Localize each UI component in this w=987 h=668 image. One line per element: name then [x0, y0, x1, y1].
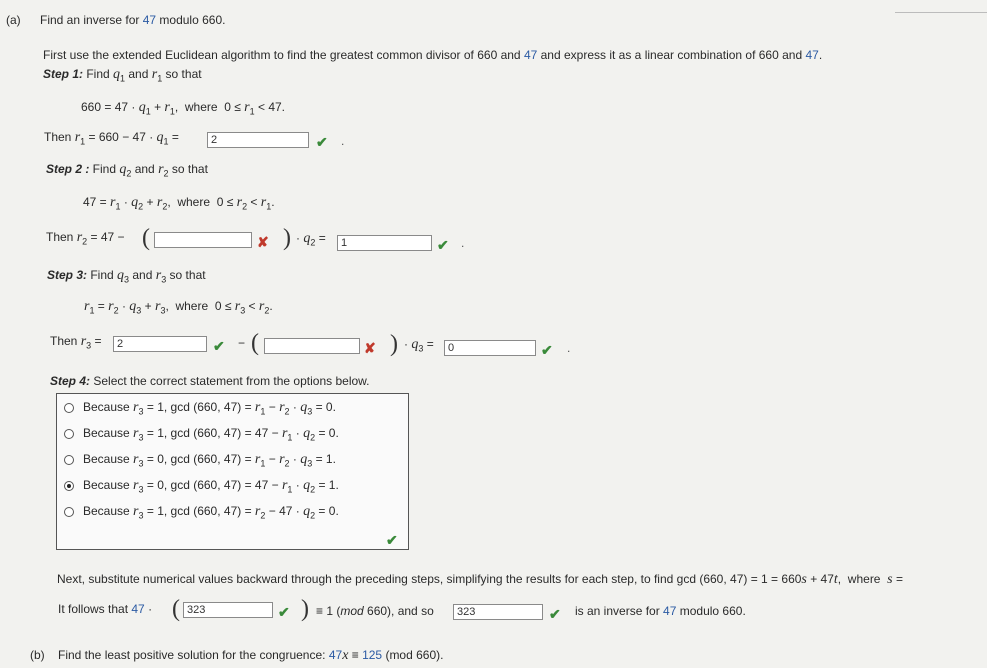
step1-r1-input[interactable]: 2: [207, 132, 309, 148]
radio-option-2[interactable]: [64, 429, 74, 439]
step3-r3-input[interactable]: 2: [113, 336, 207, 352]
part-a-label: (a): [6, 13, 21, 27]
radio-option-1[interactable]: [64, 403, 74, 413]
step2-then: Then $r_2 = 47$ −: [46, 230, 125, 247]
part-b-label: (b): [30, 648, 45, 662]
step2-equation: $47 = r_1 \cdot q_2 + r_2$, where $0 \le r_2 < r_1$.: [83, 195, 275, 212]
step3-equation: $r_1 = r_2 \cdot q_3 + r_3$, where $0 \le r_3 < r_2$.: [84, 299, 273, 316]
close-paren: ): [390, 331, 398, 357]
step1-heading: Step 1: Find $q_1$ and $r_1$ so that: [43, 67, 202, 84]
step2-times-q: · $q_2$ =: [296, 231, 326, 248]
divider-line: [895, 12, 987, 13]
period: .: [341, 134, 345, 148]
option-1-text[interactable]: Because $r_3 = 1$, gcd (660, $47) = r_1 - r_2 \cdot q_3 = 0$.: [83, 400, 336, 417]
intro-text: First use the extended Euclidean algorithm to find the greatest common divisor of 660 and 47 and express it as a linear combination of 660 and 47.: [43, 48, 823, 62]
option-5-text[interactable]: Because $r_3 = 1$, gcd (660, $47) = r_2 - 47 \cdot q_2 = 0$.: [83, 504, 339, 521]
step2-r2-input[interactable]: 1: [337, 235, 432, 251]
check-icon: ✔: [386, 532, 398, 548]
minus-sign: −: [238, 336, 246, 350]
next-text: Next, substitute numerical values backward through the preceding steps, simplifying the results for each step, to find gcd (660, 47) = 1 = 660s + 47t, where s =: [57, 572, 903, 587]
part-a-title: Find an inverse for 47 modulo 660.: [40, 13, 226, 27]
follows-prefix: It follows that 47 ·: [58, 602, 153, 616]
follows-input-1[interactable]: 323: [183, 602, 273, 618]
check-icon: ✔: [437, 237, 449, 253]
open-paren: (: [172, 596, 180, 622]
option-4-text[interactable]: Because $r_3 = 0$, gcd (660, $47) = 47 - r_1 \cdot q_2 = 1$.: [83, 478, 339, 495]
step3-blank-input[interactable]: [264, 338, 360, 354]
check-icon: ✔: [316, 134, 328, 150]
radio-option-4-selected[interactable]: [64, 481, 74, 491]
step3-q3-input[interactable]: 0: [444, 340, 536, 356]
period: .: [461, 236, 465, 250]
follows-input-2[interactable]: 323: [453, 604, 543, 620]
step1-then: Then $r_1 = 660 - 47 \cdot q_1$ =: [44, 130, 179, 147]
open-paren: (: [142, 225, 150, 251]
check-icon: ✔: [213, 338, 225, 354]
check-icon: ✔: [278, 604, 290, 620]
option-2-text[interactable]: Because $r_3 = 1$, gcd (660, $47) = 47 - r_1 \cdot q_2 = 0$.: [83, 426, 339, 443]
x-icon: ✘: [257, 234, 269, 250]
close-paren: ): [283, 225, 291, 251]
open-paren: (: [251, 330, 259, 356]
step3-then: Then $r_3$ =: [50, 334, 102, 351]
step2-heading: Step 2 : Find $q_2$ and $r_2$ so that: [46, 162, 208, 179]
period: .: [567, 341, 571, 355]
step4-heading: Step 4: Select the correct statement from the options below.: [50, 374, 370, 388]
step2-blank-input[interactable]: [154, 232, 252, 248]
follows-middle: ≡ 1 (mod 660), and so: [316, 604, 434, 618]
follows-suffix: is an inverse for 47 modulo 660.: [575, 604, 746, 618]
radio-option-5[interactable]: [64, 507, 74, 517]
part-b-title: Find the least positive solution for the congruence: 47x ≡ 125 (mod 660).: [58, 648, 444, 663]
check-icon: ✔: [549, 606, 561, 622]
close-paren: ): [301, 596, 309, 622]
options-box: [56, 393, 409, 550]
x-icon: ✘: [364, 340, 376, 356]
option-3-text[interactable]: Because $r_3 = 0$, gcd (660, $47) = r_1 - r_2 \cdot q_3 = 1$.: [83, 452, 336, 469]
step1-equation: $660 = 47 \cdot q_1 + r_1$, where $0 \le r_1 < 47$.: [81, 100, 285, 117]
step3-times-q: · $q_3$ =: [404, 337, 434, 354]
radio-option-3[interactable]: [64, 455, 74, 465]
step3-heading: Step 3: Find $q_3$ and $r_3$ so that: [47, 268, 206, 285]
check-icon: ✔: [541, 342, 553, 358]
